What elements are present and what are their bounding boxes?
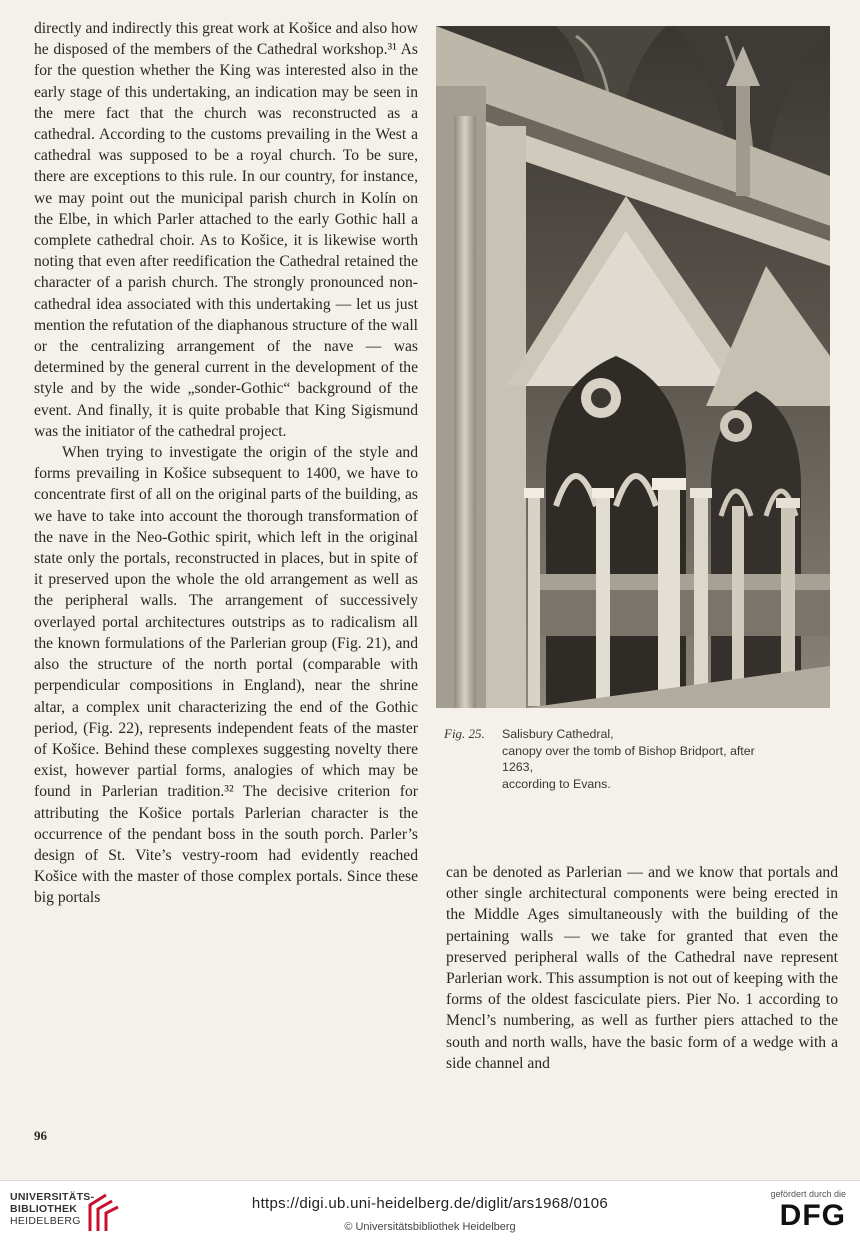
figure-photo-canopy xyxy=(436,26,830,708)
page-number: 96 xyxy=(34,1128,47,1143)
left-text-column xyxy=(34,18,418,909)
paragraph: directly and indirectly this great work at Košice and also how he disposed of the members of the Cathedral workshop.³¹ As for the question whether the King was interested also in the early stage of this undertaking, an indication may be seen in the mere fact that the church was reconstructed as a cathedral. According to the customs prevailing in the West a cathedral was supposed to be a royal church. To be sure, there are exceptions to this rule. In our country, for instance, we may point out the municipal parish church in Kolín on the Elbe, in which Parler attached to the early Gothic hall a complete cathedral choir. As to Košice, it is likewise worth noting that even after reedification the Cathedral retained the character of a parish church. The strongly pronounced non-cathedral idea associated with this undertaking — let us just mention the refutation of the diaphanous structure of the wall or the centralizing arrangement of the nave — was determined by the general current in the development of the style and by the wide „sonder-Gothic“ background of the event. And finally, it is quite probable that King Sigismund was the initiator of the cathedral project. xyxy=(34,20,418,440)
caption-line: according to Evans. xyxy=(502,776,611,791)
paragraph: can be denoted as Parlerian — and we know that portals and other single architectural components were being erected in the Middle Ages simultaneously with the building of the pertaining walls — we take for granted that even the preserved peripheral walls of the Cathedral nave represent Parlerian work. This assumption is not out of keeping with the forms of the oldest fasciculate piers. Pier No. 1 according to Mencl’s numbering, as well as further piers attached to the south and north walls, have the basic form of a wedge with a side channel and xyxy=(446,864,838,1072)
cathedral-canopy-image xyxy=(436,26,830,708)
permalink-url[interactable] xyxy=(0,1195,860,1212)
caption-line: Salisbury Cathedral, xyxy=(502,727,614,741)
right-text-column xyxy=(446,862,838,1074)
copyright-notice: © Universitätsbibliothek Heidelberg xyxy=(344,1221,516,1233)
digitization-footer xyxy=(0,1180,860,1245)
figure-caption xyxy=(444,726,836,792)
permalink-link[interactable]: https://digi.ub.uni-heidelberg.de/diglit/ars1968/0106 xyxy=(251,1195,609,1212)
library-line: BIBLIOTHEK xyxy=(10,1203,78,1215)
library-line: HEIDELBERG xyxy=(10,1215,81,1227)
sponsor-label: gefördert durch die xyxy=(770,1189,846,1199)
figure-label: Fig. 25. xyxy=(444,726,485,741)
library-line: UNIVERSITÄTS- xyxy=(10,1191,95,1203)
caption-first-line xyxy=(444,726,836,743)
caption-line: 1263, xyxy=(502,760,534,775)
paragraph: When trying to investigate the origin of the style and forms prevailing in Košice subsequent to 1400, we have to concentrate first of all on the original parts of the building, as we have to take into account the thorough transformation of the nave in the Neo-Gothic spirit, which left in the original state only the portals, reconstructed in places, but in spite of it preserved upon the whole the old arrangement as well as the peripheral walls. The arrangement of successively overlayed portal architectures outstrips as to radicalism all the known formulations of the Parlerian group (Fig. 21), and also the structure of the north portal (comparable with perpendicular compositions in England), near the shrine altar, a complex unit characterizing the end of the Gothic period, (Fig. 22), represents independent feats of the master of Košice. Behind these complexes suggesting novelty there exist, however partial forms, analogies of which may be found in Parlerian tradition.³² The decisive criterion for attributing the Košice portals Parlerian character is the occurrence of the pendant boss in the south porch. Parler’s design of St. Vite’s vestry-room had evidently reached Košice with the master of those complex portals. Since these big portals xyxy=(34,444,418,907)
caption-line: canopy over the tomb of Bishop Bridport, after xyxy=(502,743,755,758)
dfg-logo: DFG xyxy=(779,1199,846,1232)
